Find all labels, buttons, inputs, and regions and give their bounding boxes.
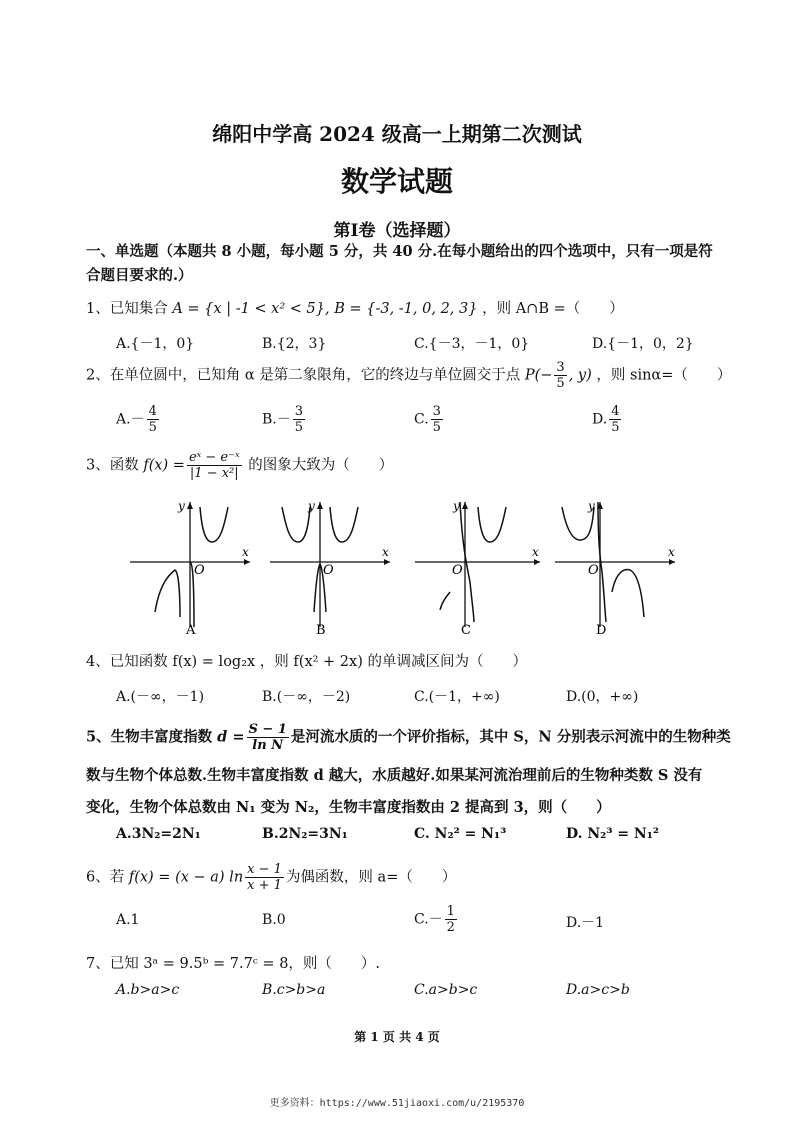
- q5-option-c[interactable]: C. N₂² = N₁³: [414, 826, 507, 842]
- q1-text-b: ，则 A∩B =（ ）: [482, 301, 624, 317]
- svg-text:O: O: [194, 563, 205, 578]
- q5-d-eq: d =: [217, 728, 245, 746]
- q6-text-a: 6、若: [86, 869, 125, 886]
- subject-title: 数学试题: [340, 165, 453, 198]
- q5-fraction: $\frac{S - 1}{\text{ln N}}$: [248, 722, 287, 753]
- q1-text-a: 1、已知集合: [86, 301, 168, 317]
- q6-fraction: $\frac{x - 1}{x + 1}$: [247, 862, 282, 893]
- question-6-stem: [86, 862, 456, 893]
- q3-func: f(x) =: [143, 457, 185, 474]
- q6-text-b: 为偶函数，则 a=（ ）: [285, 869, 457, 886]
- q4-option-d[interactable]: D.(0，+∞): [566, 689, 639, 705]
- q6-option-b[interactable]: B.0: [262, 912, 286, 928]
- q6-option-a[interactable]: A.1: [116, 912, 140, 928]
- svg-text:O: O: [588, 563, 599, 578]
- q1-option-b[interactable]: B.{2，3}: [262, 336, 327, 352]
- graph-d[interactable]: [555, 499, 675, 638]
- exam-title: 绵阳中学高 2024 级高一上期第二次测试: [212, 122, 582, 146]
- graph-a[interactable]: [130, 499, 250, 638]
- q7-option-a[interactable]: A.b>a>c: [116, 982, 180, 998]
- q7-option-d[interactable]: D.a>c>b: [566, 982, 630, 998]
- q3-text-b: 的图象大致为（ ）: [248, 457, 394, 474]
- q3-fraction: $\frac{\text{eˣ − e⁻ˣ}}{\text{|1 − x²|}}$: [188, 450, 240, 481]
- q6-func: f(x) = (x − a) ln: [128, 869, 244, 886]
- question-2-stem: 2、在单位圆中，已知角 α 是第二象限角，它的终边与单位圆交于点 P(− $\frac{3}{5}$ , y) ，则 sinα=（ ）: [86, 360, 732, 391]
- svg-text:x: x: [382, 545, 389, 559]
- q2-option-b[interactable]: B.－ $\frac{3}{5}$: [262, 404, 304, 435]
- q2-text-b: ，则 sinα=（ ）: [596, 367, 732, 384]
- q5-text-b: 是河流水质的一个评价指标，其中 S，N 分别表示河流中的生物种类: [290, 728, 731, 746]
- q3-text-a: 3、函数: [86, 457, 139, 474]
- svg-text:x: x: [668, 545, 675, 559]
- q4-option-b[interactable]: B.(－∞，－2): [262, 689, 351, 705]
- svg-text:y: y: [178, 499, 185, 513]
- q3-graphs: [120, 492, 680, 642]
- graph-a-label: A: [186, 623, 196, 638]
- graph-c-label: C: [461, 623, 471, 638]
- question-3-stem: [86, 450, 393, 481]
- q1-option-c[interactable]: C.{－3，－1，0}: [414, 336, 530, 352]
- q5-option-d[interactable]: D. N₂³ = N₁²: [566, 826, 659, 842]
- svg-text:x: x: [242, 545, 249, 559]
- q2-option-c[interactable]: C. $\frac{3}{5}$: [414, 404, 441, 435]
- q5-option-b[interactable]: B.2N₂=3N₁: [262, 826, 348, 842]
- question-5-line2: 数与生物个体总数.生物丰富度指数 d 越大，水质越好.如果某河流治理前后的生物种类数 S 没有: [86, 767, 703, 784]
- svg-text:x: x: [532, 545, 539, 559]
- svg-text:y: y: [453, 499, 460, 513]
- graph-d-label: D: [596, 623, 607, 638]
- graph-b-label: B: [316, 623, 326, 638]
- svg-text:O: O: [323, 563, 334, 578]
- question-5-stem: [86, 722, 731, 753]
- q2-point-end: , y): [568, 367, 592, 384]
- section-instructions: 一、单选题（本题共 8 小题，每小题 5 分，共 40 分.在每小题给出的四个选项中，只有一项是符合题目要求的.）: [86, 243, 713, 284]
- source-link[interactable]: 更多资料：https://www.51jiaoxi.com/u/2195370: [269, 1098, 525, 1109]
- svg-text:y: y: [588, 499, 595, 513]
- q1-sets: A = {x | -1 < x² < 5}, B = {-3, -1, 0, 2, 3}: [172, 301, 478, 317]
- graph-b[interactable]: [270, 499, 390, 638]
- svg-text:O: O: [452, 563, 463, 578]
- q7-option-b[interactable]: B.c>b>a: [262, 982, 326, 998]
- q6-option-c[interactable]: C.－ $\frac{1}{2}$: [414, 904, 455, 935]
- q2-text-a: 2、在单位圆中，已知角 α 是第二象限角，它的终边与单位圆交于点: [86, 367, 521, 384]
- page-number: 第 1 页 共 4 页: [354, 1030, 440, 1044]
- question-1-stem: [86, 297, 624, 318]
- q4-option-a[interactable]: A.(－∞，－1): [116, 689, 205, 705]
- q2-option-d[interactable]: D. $\frac{4}{5}$: [592, 404, 620, 435]
- question-5-line3: 变化，生物个体总数由 N₁ 变为 N₂，生物丰富度指数由 2 提高到 3，则（ ）: [86, 799, 611, 816]
- q2-option-a[interactable]: A.－ $\frac{4}{5}$: [116, 404, 157, 435]
- question-4-stem: 4、已知函数 f(x) = log₂x ，则 f(x² + 2x) 的单调减区间为（ ）: [86, 654, 527, 670]
- question-7-stem: 7、已知 3ᵃ = 9.5ᵇ = 7.7ᶜ = 8，则（ ）.: [86, 956, 381, 972]
- q1-option-d[interactable]: D.{－1，0，2}: [592, 336, 694, 352]
- part-title: 第Ⅰ卷（选择题）: [333, 221, 461, 241]
- q2-point-fraction: $\frac{3}{5}$: [556, 360, 565, 391]
- q7-option-c[interactable]: C.a>b>c: [414, 982, 478, 998]
- q5-option-a[interactable]: A.3N₂=2N₁: [116, 826, 201, 842]
- q1-option-a[interactable]: A.{－1，0}: [116, 336, 195, 352]
- q5-text-a: 5、生物丰富度指数: [86, 728, 213, 746]
- q4-option-c[interactable]: C.(－1，+∞): [414, 689, 500, 705]
- graph-c[interactable]: [415, 499, 540, 638]
- q2-point: P(: [524, 367, 541, 384]
- svg-text:y: y: [308, 499, 315, 513]
- q6-option-d[interactable]: D.－1: [566, 915, 605, 931]
